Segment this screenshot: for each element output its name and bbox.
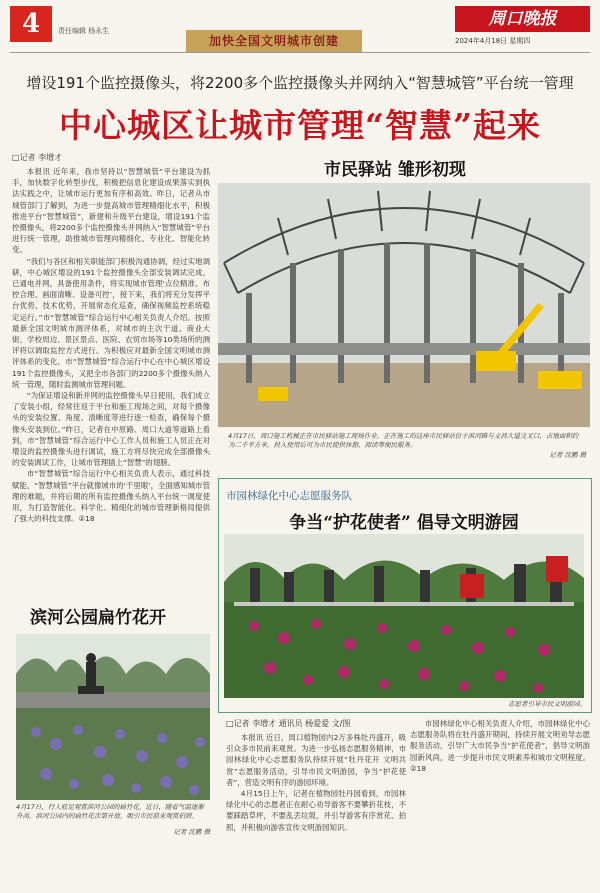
newspaper-logo: 周口晚报 bbox=[455, 6, 590, 32]
article-title: 中心城区让城市管理“智慧”起来 bbox=[59, 106, 541, 145]
article-paragraph: “我们与各区和相关职能部门积极沟通协调，经过实地调研，中心城区增设的191个监控摄像头全部安装调试完成，已通电并网，具备使用条件，将实现城市管理‘点位精准、布控合理、画面清晰、设备可控’，接下来，我们将充分发挥平台优势，技术优势，开展常态化巡查，确保视频监控系统稳定运行。”市“智慧城管”综合运行中心相关负责人介绍。按照最新全国文明城市测评体系，对城市的主次干道、商业大街、学校周边、景区景点、医院、农贸市场等10类场所的测评将以调取监控方式进行。为积极应对最新全国文明城市测评体系的变化，市“智慧城管”综合运行中心在中心城区增设191个监控摄像头，又把全市各部门的2200多个摄像头纳入统一管理，随时监测城市管理问题。 bbox=[12, 256, 210, 389]
huayuan-title: 市民驿站 雏形初现 bbox=[324, 160, 466, 180]
article-paragraph: 本报讯 近年来，我市坚持以“智慧城管”平台建设为抓手，加快数字化转型步伐，积极把信息化建设成果落实到执法实践之中，让城市运行更加有序和高效。昨日，记者从市城管部门了解到，为进一步提高城市管理精细化水平，积极推进平台“智慧城管”，新建和升级平台建设，增设191个监控摄像头，将2200多个监控摄像头并网纳入“智慧城管”平台进行统一管理，助推城市管理向精细化、专业化、智能化转变。 bbox=[12, 167, 210, 255]
volunteer-title: 争当“护花使者” 倡导文明游园 bbox=[289, 513, 519, 533]
article-body bbox=[12, 166, 210, 592]
binhe-title: 滨河公园扁竹花开 bbox=[30, 608, 166, 628]
article-paragraph: “为保证增设和新并网的监控摄像头早日使用，我们成立了安装小组，经常往返于平台和施工现场之间，对每个摄像头的安装位置、角度、清晰度等进行逐一检查，确保每个摄像头安装到位。”昨日，记者在中原路、周口大道等道路上看到，市“智慧城管”综合运行中心工作人员和施工人员正在对增设的监控摄像头进行调试，施工方将尽快完成全部摄像头的安装调试工作，让城市管理插上“智慧”的翅膀。 bbox=[12, 391, 210, 468]
column-banner: 加快全国文明城市创建 bbox=[186, 30, 362, 52]
volunteer-body-left bbox=[226, 732, 406, 886]
issue-date: 2024年4月18日 星期四 bbox=[455, 37, 531, 45]
volunteer-paragraph: 本报讯 近日，周口植物园内2万多株牡丹盛开，吸引众多市民前来观赏。为进一步弘扬志愿服务精神，市园林绿化中心志愿服务队持续开展“牡丹花开 文明共赏”志愿服务活动，引导市民文明游园，争当“护花使者”，营造文明有序的游园环境。 bbox=[226, 733, 406, 787]
binhe-caption: 4月17日，行人驻足观赏滨河公园的扁竹花。近日，随着气温逐渐升高，滨河公园内的扁竹花次第开放，吸引市民前来观赏拍照。 bbox=[16, 803, 204, 820]
volunteer-photo-caption: 志愿者引导市民文明游园。 bbox=[508, 700, 586, 708]
construction-photo bbox=[218, 183, 590, 427]
binhe-photographer: 记者 沈鹏 摄 bbox=[173, 828, 210, 836]
volunteer-team-tag: 市园林绿化中心志愿服务队 bbox=[226, 490, 352, 502]
huayuan-photographer: 记者 沈鹏 摄 bbox=[549, 451, 586, 459]
volunteer-paragraph: 4月15日上午，记者在植物园牡丹园看到，市园林绿化中心的志愿者正在耐心劝导游客不要攀折花枝，不要踩踏草坪，不要乱丢垃圾，并引导游客有序赏花、拍照，并积极向游客宣传文明游园知识。 bbox=[226, 789, 406, 832]
article-byline: □记者 李增才 bbox=[12, 153, 63, 162]
huayuan-caption: 4月17日，周口施工机械正在市民驿站施工现场作业。正在施工的这座市民驿站位于滨河路与文昌大道交叉口，占地面积约为二千平方米，投入使用后可为市民提供休憩、阅读等便民服务。 bbox=[228, 432, 579, 449]
volunteer-paragraph: 市园林绿化中心相关负责人介绍，市园林绿化中心志愿服务队将在牡丹盛开期间，持续开展文明劝导志愿服务活动，引导广大市民争当“护花使者”，倡导文明游园新风尚，进一步提升市民文明素养和城市文明程度。②18 bbox=[410, 719, 590, 773]
article-subtitle: 增设191个监控摄像头，将2200多个监控摄像头并网纳入“智慧城管”平台统一管理 bbox=[26, 74, 574, 92]
peony-photo bbox=[224, 534, 584, 698]
article-paragraph: 市“智慧城管”综合运行中心相关负责人表示，通过科技赋能，“智慧城管”平台就像城市的‘千里眼’，全面感知城市管理的难题，并将后期的所有监控摄像头纳入平台统一调度使用，为打造智能化、科学化、精细化的城市管理新格局提供了强大的科技支撑。②18 bbox=[12, 469, 210, 524]
volunteer-byline: □记者 李增才 通讯员 杨爱爱 文/图 bbox=[226, 719, 351, 728]
page-number: 4 bbox=[10, 6, 52, 42]
volunteer-body-right bbox=[410, 718, 590, 886]
iris-photo bbox=[16, 634, 210, 800]
editor-credit: 责任编辑 杨永生 bbox=[58, 27, 110, 35]
header-divider bbox=[10, 52, 590, 53]
